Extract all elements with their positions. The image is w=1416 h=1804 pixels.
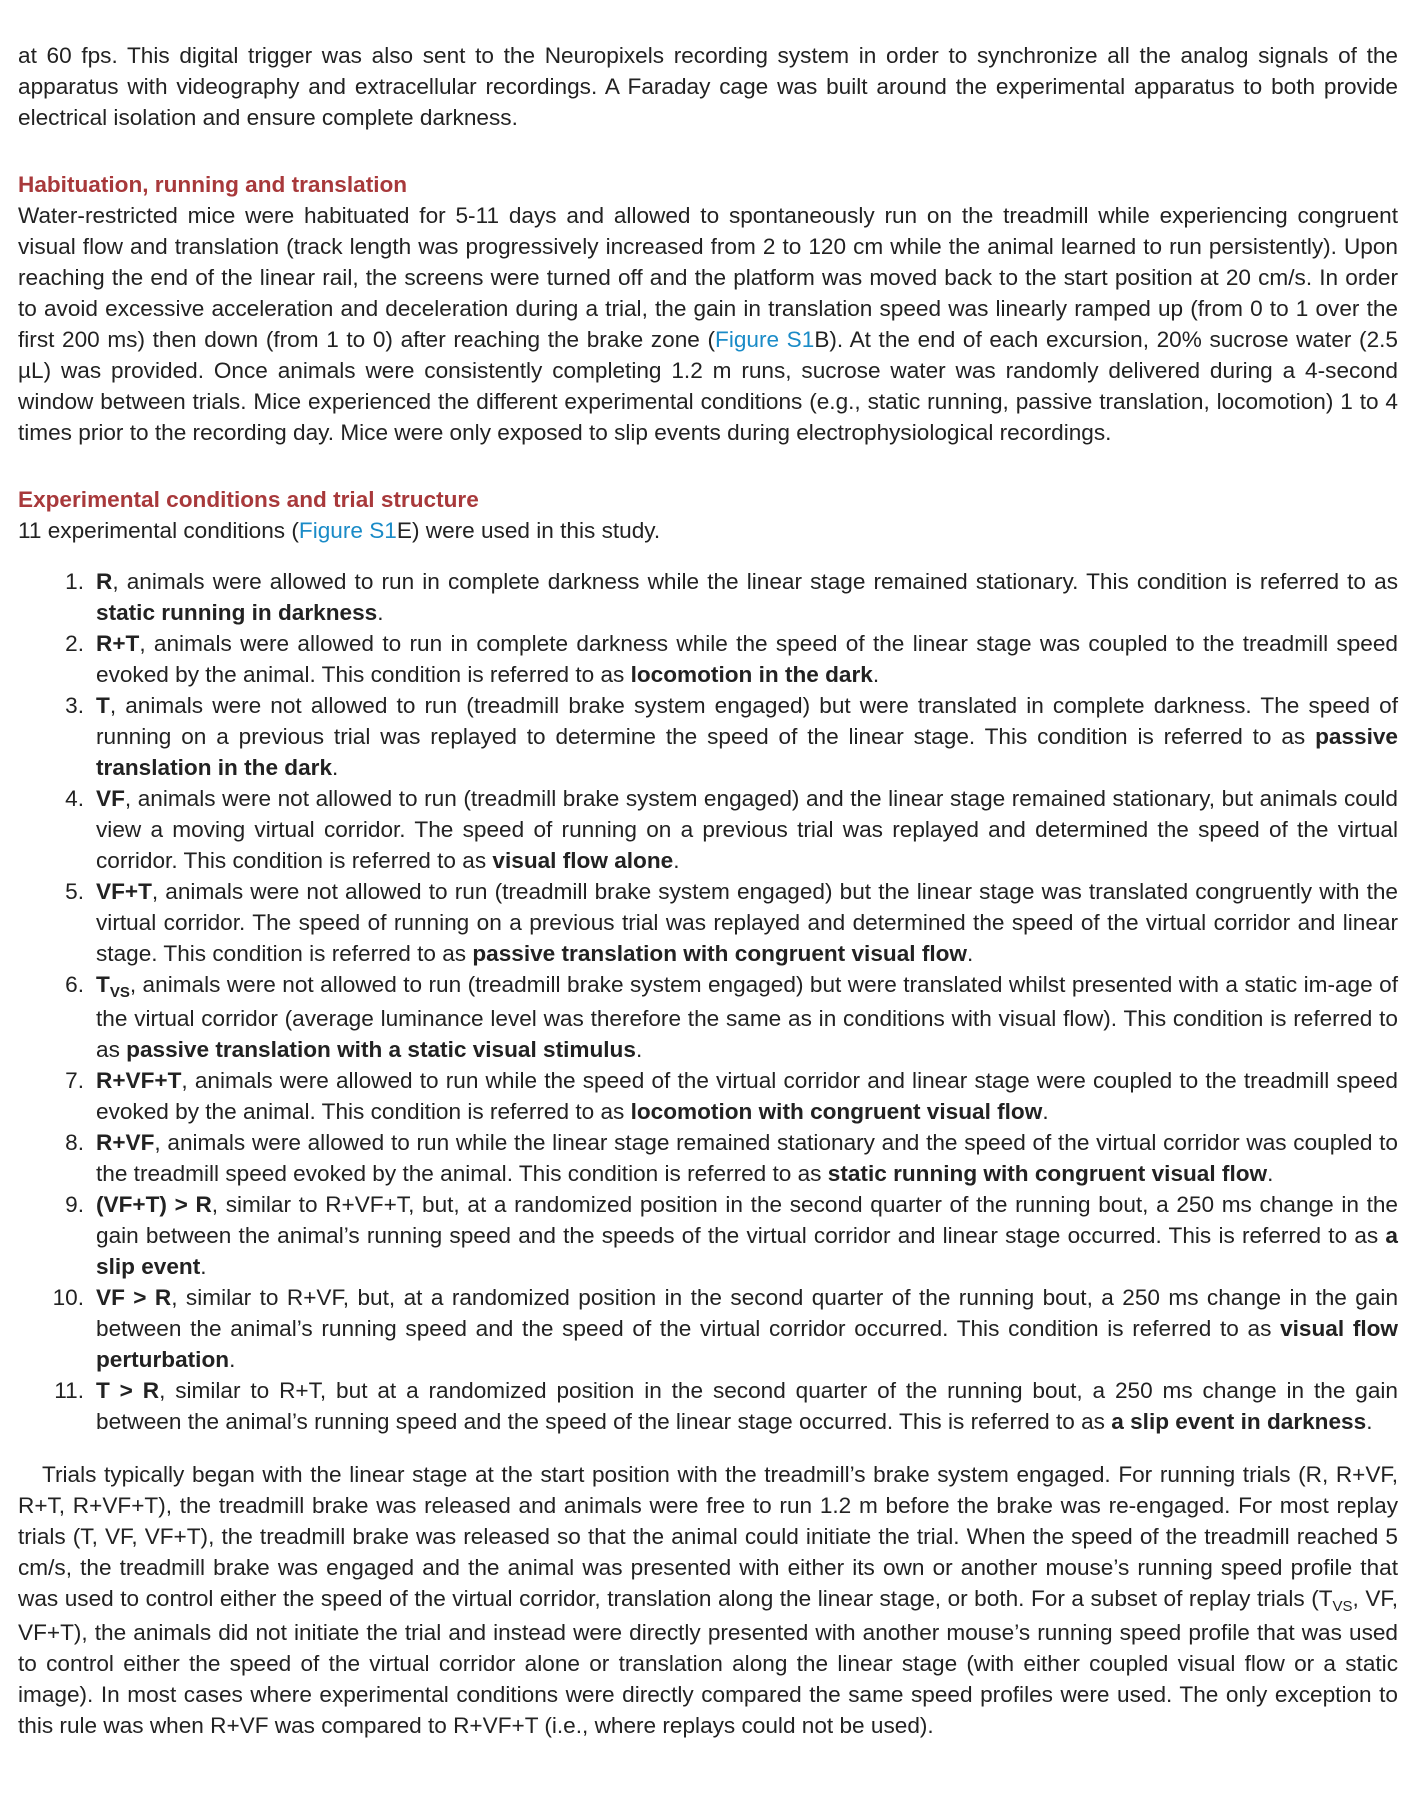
condition-item bbox=[65, 876, 1398, 969]
condition-item bbox=[65, 1189, 1398, 1282]
condition-code: T bbox=[96, 972, 110, 997]
condition-item bbox=[65, 969, 1398, 1065]
condition-term: a slip event bbox=[96, 1223, 1398, 1279]
condition-body: , animals were not allowed to run (treadmill brake system engaged) but were translated in complete darkness. The speed of running on a previous trial was replayed to determine the speed of the linear stage. This condition is referred to as bbox=[96, 693, 1398, 749]
figure-s1b-link[interactable]: Figure S1 bbox=[715, 327, 815, 352]
condition-end: . bbox=[1267, 1161, 1274, 1186]
item-number: 2. bbox=[65, 631, 84, 656]
condition-item bbox=[65, 783, 1398, 876]
condition-code: T bbox=[96, 693, 110, 718]
item-number: 7. bbox=[65, 1068, 84, 1093]
condition-item bbox=[52, 1282, 1399, 1375]
conditions-intro-text-a: 11 experimental conditions ( bbox=[18, 518, 299, 543]
item-number: 8. bbox=[65, 1130, 84, 1155]
trials-subscript: VS bbox=[1332, 1598, 1353, 1615]
condition-body: , animals were allowed to run in complete darkness while the linear stage remained stationary. This condition is referred to as bbox=[112, 569, 1398, 594]
condition-end: . bbox=[1042, 1099, 1049, 1124]
condition-end: . bbox=[377, 600, 384, 625]
condition-term: visual flow alone bbox=[492, 848, 674, 873]
item-number: 5. bbox=[65, 879, 84, 904]
habituation-paragraph bbox=[18, 200, 1398, 448]
condition-body: , animals were not allowed to run (treadmill brake system engaged) but the linear stage was translated congruently with the virtual corridor. The speed of running on a previous trial was replayed and determined the speed of the virtual corridor and linear stage. This condition is referred to as bbox=[96, 879, 1398, 966]
condition-end: . bbox=[673, 848, 680, 873]
item-number: 10. bbox=[52, 1285, 84, 1310]
item-number: 9. bbox=[65, 1192, 84, 1217]
condition-code: VF+T bbox=[96, 879, 152, 904]
condition-end: . bbox=[872, 662, 880, 687]
condition-code: VF > R bbox=[96, 1285, 172, 1310]
condition-code: T > R bbox=[96, 1378, 160, 1403]
conditions-intro-text-b: E) were used in this study. bbox=[396, 518, 661, 543]
item-number: 1. bbox=[65, 569, 84, 594]
condition-body: , similar to R+T, but at a randomized position in the second quarter of the running bout, a 250 ms change in the gain between the animal’s running speed and the speed of the linear stage occurred. This is referred to as bbox=[96, 1378, 1398, 1434]
trials-text-b: , VF, VF+T), the animals did not initiate the trial and instead were directly presented with another mouse’s running speed profile that was used to control either the speed of the virtual corridor alone or translation along the linear stage (with either coupled visual flow or a static image). In most cases where experimental conditions were directly compared the same speed profiles were used. The only exception to this rule was when R+VF was compared to R+VF+T (i.e., where replays could not be used). bbox=[18, 1586, 1398, 1738]
condition-item bbox=[54, 1375, 1398, 1437]
condition-code: (VF+T) > R bbox=[96, 1192, 212, 1217]
item-number: 4. bbox=[65, 786, 84, 811]
condition-term: passive translation with a static visual stimulus bbox=[126, 1037, 636, 1062]
condition-end: . bbox=[967, 941, 974, 966]
condition-code: R+VF bbox=[96, 1130, 155, 1155]
condition-term: a slip event in darkness bbox=[1111, 1409, 1367, 1434]
condition-body: , similar to R+VF, but, at a randomized position in the second quarter of the running bout, a 250 ms change in the gain between the animal’s running speed and the speed of the virtual corridor occurred. This condition is referred to as bbox=[96, 1285, 1399, 1341]
condition-item bbox=[65, 1065, 1398, 1127]
conditions-list bbox=[18, 566, 1398, 1437]
conditions-section bbox=[18, 484, 1398, 1437]
condition-term: locomotion with congruent visual flow bbox=[630, 1099, 1043, 1124]
condition-end: . bbox=[1366, 1409, 1373, 1434]
condition-term: passive translation in the dark bbox=[96, 724, 1398, 780]
condition-end: . bbox=[200, 1254, 207, 1279]
condition-body: , animals were allowed to run while the speed of the virtual corridor and linear stage were coupled to the treadmill speed evoked by the animal. This condition is referred to as bbox=[96, 1068, 1398, 1124]
condition-code: VF bbox=[96, 786, 125, 811]
condition-body: , animals were allowed to run while the linear stage remained stationary and the speed of the virtual corridor was coupled to the treadmill speed evoked by the animal. This condition is referred to as bbox=[96, 1130, 1398, 1186]
item-number: 11. bbox=[54, 1378, 84, 1403]
condition-code-subscript: VS bbox=[109, 984, 130, 1001]
condition-end: . bbox=[229, 1347, 236, 1372]
condition-term: locomotion in the dark bbox=[630, 662, 873, 687]
habituation-heading: Habituation, running and translation bbox=[18, 172, 408, 197]
condition-code: R bbox=[96, 569, 113, 594]
item-number: 6. bbox=[65, 972, 84, 997]
condition-end: . bbox=[635, 1037, 643, 1062]
habituation-text-a: Water-restricted mice were habituated for 5-11 days and allowed to spontaneously run on the treadmill while experiencing congruent visual flow and translation (track length was progressively increased from 2 to 120 cm while the animal learned to run persistently). Upon reaching the end of the linear rail, the screens were turned off and the platform was moved back to the start position at 20 cm/s. In order to avoid excessive acceleration and deceleration during a trial, the gain in translation speed was linearly ramped up (from 0 to 1 over the first 200 ms) then down (from 1 to 0) after reaching the brake zone ( bbox=[18, 203, 1398, 352]
condition-body: , animals were not allowed to run (treadmill brake system engaged) and the linear stage remained stationary, but animals could view a moving virtual corridor. The speed of running on a previous trial was replayed and determined the speed of the virtual corridor. This condition is referred to as bbox=[96, 786, 1398, 873]
intro-paragraph bbox=[18, 40, 1398, 133]
intro-text: at 60 fps. This digital trigger was also sent to the Neuropixels recording system in order to synchronize all the analog signals of the apparatus with videography and extracellular recordings. A Faraday cage was built around the experimental apparatus to both provide electrical isolation and ensure complete darkness. bbox=[18, 43, 1398, 130]
condition-body: , animals were not allowed to run (treadmill brake system engaged) but were translated whilst presented with a static im-age of the virtual corridor (average luminance level was therefore the same as in conditions with visual flow). This condition is referred to as bbox=[96, 972, 1398, 1062]
condition-code: R+VF+T bbox=[96, 1068, 182, 1093]
habituation-section bbox=[18, 169, 1398, 448]
condition-term: static running with congruent visual flow bbox=[827, 1161, 1268, 1186]
trials-paragraph bbox=[18, 1459, 1398, 1741]
condition-item bbox=[65, 566, 1398, 628]
condition-item bbox=[65, 628, 1398, 690]
figure-s1e-link[interactable]: Figure S1 bbox=[298, 518, 397, 543]
conditions-intro bbox=[18, 515, 1398, 546]
habituation-text-b: B). At the end of each excursion, 20% sucrose water (2.5 µL) was provided. Once animals were consistently completing 1.2 m runs, sucrose water was randomly delivered during a 4-second window between trials. Mice experienced the different experimental conditions (e.g., static running, passive translation, locomotion) 1 to 4 times prior to the recording day. Mice were only exposed to slip events during electrophysiological recordings. bbox=[18, 327, 1398, 445]
condition-body: , similar to R+VF+T, but, at a randomized position in the second quarter of the running bout, a 250 ms change in the gain between the animal’s running speed and the speeds of the virtual corridor and linear stage occurred. This is referred to as bbox=[96, 1192, 1398, 1248]
condition-term: visual flow perturbation bbox=[96, 1316, 1398, 1372]
conditions-heading: Experimental conditions and trial structure bbox=[18, 487, 479, 512]
condition-term: static running in darkness bbox=[96, 600, 378, 625]
condition-item bbox=[65, 1127, 1398, 1189]
condition-code: R+T bbox=[96, 631, 140, 656]
condition-body: , animals were allowed to run in complete darkness while the speed of the linear stage was coupled to the treadmill speed evoked by the animal. This condition is referred to as bbox=[96, 631, 1398, 687]
condition-end: . bbox=[332, 755, 339, 780]
condition-term: passive translation with congruent visual flow bbox=[472, 941, 967, 966]
trials-text-a: Trials typically began with the linear stage at the start position with the treadmill’s brake system engaged. For running trials (R, R+VF, R+T, R+VF+T), the treadmill brake was released and animals were free to run 1.2 m before the brake was re-engaged. For most replay trials (T, VF, VF+T), the treadmill brake was released so that the animal could initiate the trial. When the speed of the treadmill reached 5 cm/s, the treadmill brake was engaged and the animal was presented with either its own or another mouse’s running speed profile that was used to control either the speed of the virtual corridor, translation along the linear stage, or both. For a subset of replay trials (T bbox=[18, 1462, 1398, 1611]
item-number: 3. bbox=[65, 693, 84, 718]
condition-item bbox=[65, 690, 1398, 783]
